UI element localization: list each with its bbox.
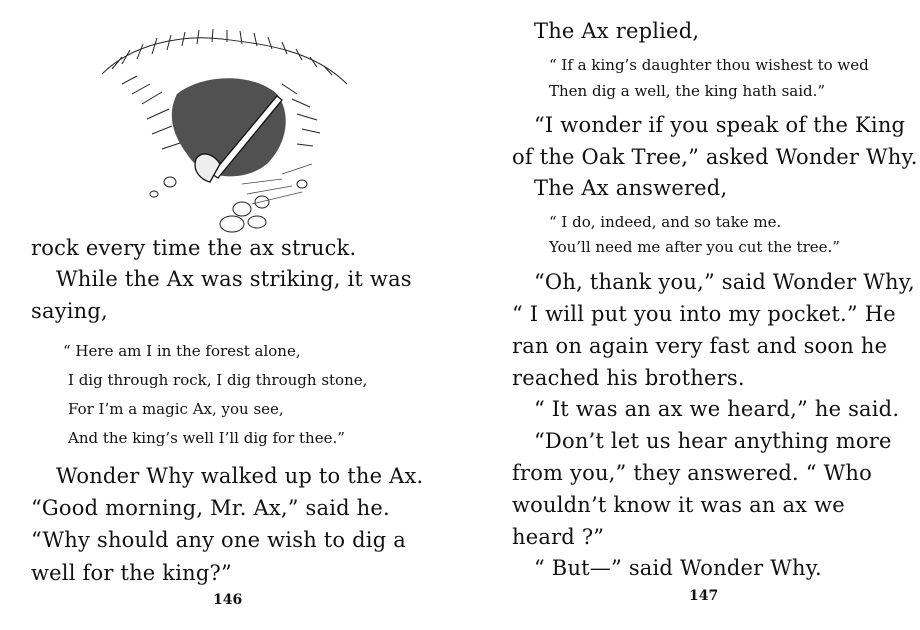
- body-line: well for the king?”: [31, 561, 232, 585]
- body-line: The Ax answered,: [534, 176, 728, 200]
- verse-line: “ Here am I in the forest alone,: [63, 342, 301, 360]
- verse-line: Then dig a well, the king hath said.”: [549, 82, 826, 100]
- body-line: “Good morning, Mr. Ax,” said he.: [31, 496, 390, 520]
- body-line: saying,: [31, 299, 108, 323]
- body-line: ran on again very fast and soon he: [512, 334, 888, 358]
- body-line: from you,” they answered. “ Who: [512, 461, 872, 485]
- verse-line: “ If a king’s daughter thou wishest to wed: [549, 56, 869, 74]
- body-line: “I wonder if you speak of the King: [534, 113, 906, 137]
- verse-line: And the king’s well I’ll dig for thee.”: [68, 429, 345, 447]
- body-line: Wonder Why walked up to the Ax.: [56, 464, 424, 488]
- verse-line: I dig through rock, I dig through stone,: [68, 371, 368, 389]
- body-line: wouldn’t know it was an ax we: [512, 493, 845, 517]
- body-line: The Ax replied,: [534, 19, 700, 43]
- page-number: 147: [689, 588, 719, 604]
- body-line: “ It was an ax we heard,” he said.: [534, 397, 900, 421]
- ax-in-rock-illustration: [92, 24, 354, 236]
- body-line: While the Ax was striking, it was: [56, 267, 412, 291]
- verse-line: “ I do, indeed, and so take me.: [549, 213, 782, 231]
- body-line: “Why should any one wish to dig a: [31, 528, 406, 552]
- verse-line: You’ll need me after you cut the tree.”: [549, 238, 840, 256]
- body-line: “Don’t let us hear anything more: [534, 429, 892, 453]
- right-page: [460, 0, 920, 630]
- body-line: “ I will put you into my pocket.” He: [512, 302, 896, 326]
- body-line: reached his brothers.: [512, 366, 745, 390]
- body-line: “ But—” said Wonder Why.: [534, 556, 822, 580]
- body-line: heard ?”: [512, 525, 605, 549]
- verse-line: For I’m a magic Ax, you see,: [68, 400, 284, 418]
- body-line: “Oh, thank you,” said Wonder Why,: [534, 270, 915, 294]
- body-line: of the Oak Tree,” asked Wonder Why.: [512, 145, 918, 169]
- body-line: rock every time the ax struck.: [31, 236, 357, 260]
- page-number: 146: [213, 592, 243, 608]
